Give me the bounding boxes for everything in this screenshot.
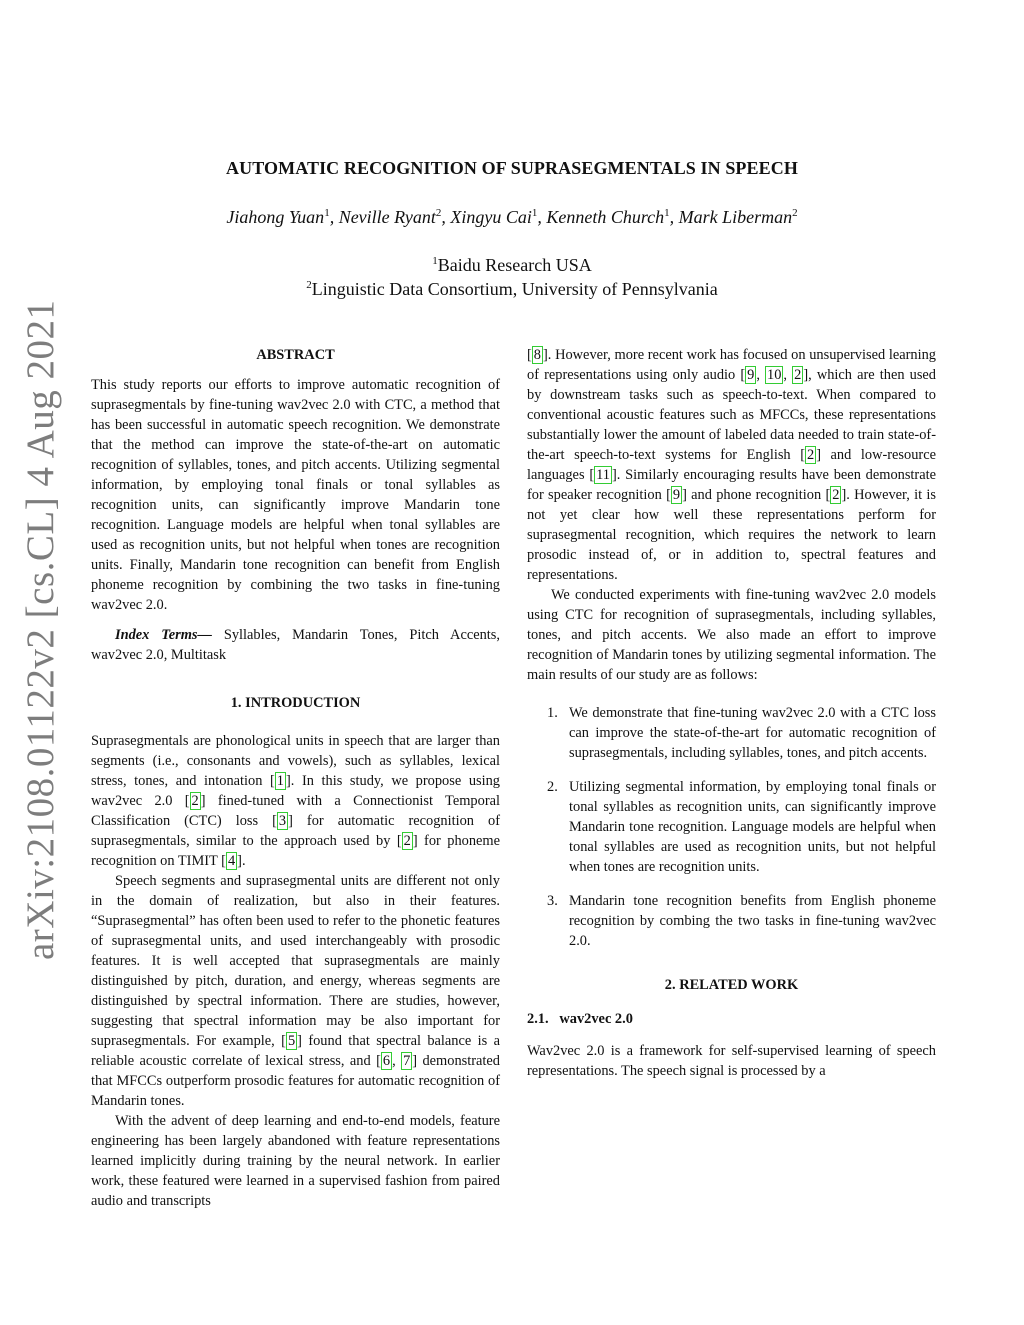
citation-link[interactable]: 1 xyxy=(276,773,284,789)
arxiv-stamp: arXiv:2108.01122v2 [cs.CL] 4 Aug 2021 xyxy=(19,299,62,960)
citation-link[interactable]: 4 xyxy=(227,853,236,869)
abstract-heading: ABSTRACT xyxy=(256,347,335,363)
abstract-text: This study reports our efforts to improve automatic recognition of suprasegmentals by fine-tuning wav2vec 2.0 with CTC, a method that has been successful in automatic speech recognition. We demonstrate that the method can improve the state-of-the-art on automatic recognition of syllables, tones, and pitch accents. Utilizing segmental information, by employing tonal finals or tonal syllables as recognition units, can significantly improve Mandarin tone recognition. Language models are helpful when tonal syllables are used as recognition units, but not helpful when tones are recognition units. Finally, Mandarin tone recognition can benefit from English phoneme recognition by combining the two tasks in fine-tuning wav2vec 2.0. xyxy=(91,377,500,613)
author-affiliation-mark: 2 xyxy=(435,207,442,219)
citation-link[interactable]: 2 xyxy=(832,487,840,503)
list-item: 3. Mandarin tone recognition benefits from English phoneme recognition by combing the two tasks in fine-tuning wav2vec 2.0. xyxy=(547,893,936,949)
left-column xyxy=(91,345,500,1211)
author-name: Kenneth Church xyxy=(546,207,665,227)
author-name: Neville Ryant xyxy=(338,207,436,227)
citation-link[interactable]: 6 xyxy=(382,1053,391,1069)
citation-link[interactable]: 5 xyxy=(287,1033,296,1049)
paper-title: AUTOMATIC RECOGNITION OF SUPRASEGMENTALS IN SPEECH xyxy=(226,158,798,178)
subsection-heading: 2.1. wav2vec 2.0 xyxy=(527,1011,633,1027)
citation-link[interactable]: 2 xyxy=(794,367,802,383)
author-name: Jiahong Yuan xyxy=(226,207,325,227)
paragraph-continued: [ 8 ]. However, more recent work has focused on unsupervised learning of representations using only audio [ 9 , 10 , 2 ], which are then used by downstream tasks such as speech-to-text. When compared to conventional acoustic features such as MFCCs, these representations substantially lower the amount of labeled data needed to train state-of-the-art speech-to-text systems for English [ 2 ] and low-resource languages [ 11 ]. Similarly encouraging results have been demonstrate for speaker recognition [ 9 ] and phone recognition [ 2 ]. However, it is not yet clear how well these representations perform for suprasegmental recognition, which requires the network to learn prosodic instead of, or in addition to, spectral features and representations. xyxy=(527,347,936,583)
list-item: 2. Utilizing segmental information, by employing tonal finals or tonal syllables as recognition units, can significantly improve Mandarin tone recognition. Language models are helpful when tonal syllables are used as recognition units, but not helpful when tones are recognition units. xyxy=(547,779,936,875)
affiliation: $^2$Linguistic Data Consortium, University of Pennsylvania xyxy=(306,279,718,299)
citation-link[interactable]: 8 xyxy=(533,347,541,363)
paragraph: Speech segments and suprasegmental units are different not only in the domain of realization, but also in their features. “Suprasegmental” has often been used to refer to the phonetic features of suprasegmental units, and used interchangeably with prosodic features. It is well accepted that suprasegmentals are mainly distinguished by pitch, duration, and energy, whereas segments are distinguished by spectral information. There are studies, however, suggesting that spectral information may be also important for suprasegmentals. For example, [ 5 ] found that spectral balance is a reliable acoustic correlate of lexical stress, and [ 6 , 7 ] demonstrated that MFCCs outperform prosodic features for automatic recognition of Mandarin tones. xyxy=(91,873,500,1109)
section-heading-introduction: 1. INTRODUCTION xyxy=(230,695,361,711)
author-name: Mark Liberman xyxy=(678,207,793,227)
citation-link[interactable]: 10 xyxy=(767,367,782,383)
citation-link[interactable]: 9 xyxy=(672,487,681,503)
paragraph: With the advent of deep learning and end-to-end models, feature engineering has been largely abandoned with feature representations learned implicitly during training by the neural network. In earlier work, these featured were learned in a supervised fashion from paired audio and transcripts xyxy=(91,1113,500,1209)
citation-link[interactable]: 11 xyxy=(596,467,610,483)
citation-link[interactable]: 2 xyxy=(806,447,815,463)
paragraph: Suprasegmentals are phonological units in speech that are larger than segments (i.e., consonants and vowels), such as syllables, lexical stress, tones, and intonation [ 1 ]. In this study, we propose using wav2vec 2.0 [ 2 ] fined-tuned with a Connectionist Temporal Classification (CTC) loss [ 3 ] for automatic recognition of suprasegmentals, similar to the approach used by [ 2 ] for phoneme recognition on TIMIT [ 4 ]. xyxy=(91,733,501,869)
citation-link[interactable]: 7 xyxy=(403,1053,411,1069)
author-name: Xingyu Cai xyxy=(450,207,532,227)
list-item: 1. We demonstrate that fine-tuning wav2vec 2.0 with a CTC loss can improve the state-of-the-art for automatic recognition of suprasegmentals, including syllables, tones, and pitch accents. xyxy=(547,705,936,761)
citation-link[interactable]: 2 xyxy=(403,833,411,849)
right-column xyxy=(527,345,936,1081)
paragraph: Wav2vec 2.0 is a framework for self-supervised learning of speech representations. The speech signal is processed by a xyxy=(527,1043,936,1079)
author-affiliation-mark: 2 xyxy=(792,207,798,219)
index-terms: Index Terms— Syllables, Mandarin Tones, Pitch Accents, wav2vec 2.0, Multitask xyxy=(91,627,501,663)
author-affiliation-mark: 1 xyxy=(324,207,330,219)
affiliation: $^1$Baidu Research USA xyxy=(432,255,592,275)
author-affiliation-mark: 1 xyxy=(664,207,670,219)
author-list: Jiahong Yuan$^1$, Neville Ryant$^2$, Xingyu Cai$^1$, Kenneth Church$^1$, Mark Liberman$^2$ xyxy=(226,207,798,227)
citation-link[interactable]: 9 xyxy=(747,367,755,383)
citation-link[interactable]: 3 xyxy=(278,813,287,829)
citation-link[interactable]: 2 xyxy=(191,793,199,809)
section-heading-related-work: 2. RELATED WORK xyxy=(664,977,799,993)
author-affiliation-mark: 1 xyxy=(531,207,538,219)
paragraph: We conducted experiments with fine-tuning wav2vec 2.0 models using CTC for recognition of suprasegmentals, including syllables, tones, and pitch accents. We also made an effort to improve recognition of Mandarin tones by utilizing segmental information. The main results of our study are as follows: xyxy=(527,587,936,683)
results-list xyxy=(527,703,936,951)
